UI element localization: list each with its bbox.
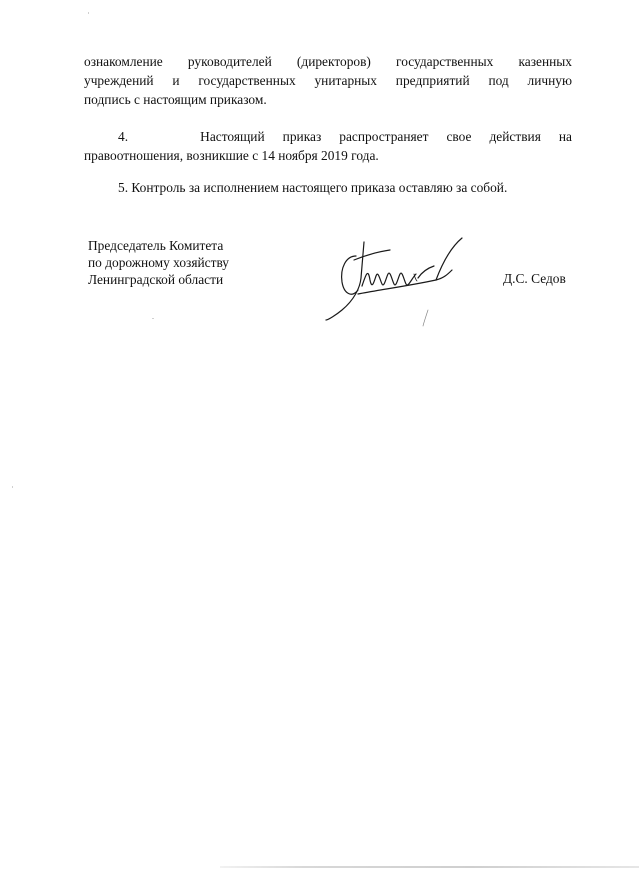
signer-position — [88, 237, 229, 288]
signer-name: Д.С. Седов — [503, 271, 566, 286]
scan-speck — [88, 12, 89, 14]
position-line: Председатель Комитета — [88, 238, 224, 253]
paragraph-line: правоотношения, возникшие с 14 ноября 2019 года. — [84, 148, 379, 163]
paragraph-line: учреждений и государственных унитарных предприятий под личную — [84, 73, 572, 88]
paragraph-line: подпись с настоящим приказом. — [84, 92, 267, 107]
paragraph-5 — [84, 178, 572, 197]
paragraph-4 — [84, 127, 572, 165]
paragraph-line: ознакомление руководителей (директоров) государственных казенных — [84, 54, 572, 69]
position-line: по дорожному хозяйству — [88, 255, 229, 270]
scan-edge-line — [220, 866, 639, 868]
position-line: Ленинградской области — [88, 272, 224, 287]
paragraph-3-continuation — [84, 52, 572, 109]
scan-speck — [12, 486, 13, 488]
paragraph-line: 5. Контроль за исполнением настоящего приказа оставляю за собой. — [118, 180, 508, 195]
paragraph-line: 4. Настоящий приказ распространяет свое действия на — [118, 129, 572, 144]
scan-speck — [152, 318, 154, 319]
handwritten-signature — [318, 234, 468, 330]
